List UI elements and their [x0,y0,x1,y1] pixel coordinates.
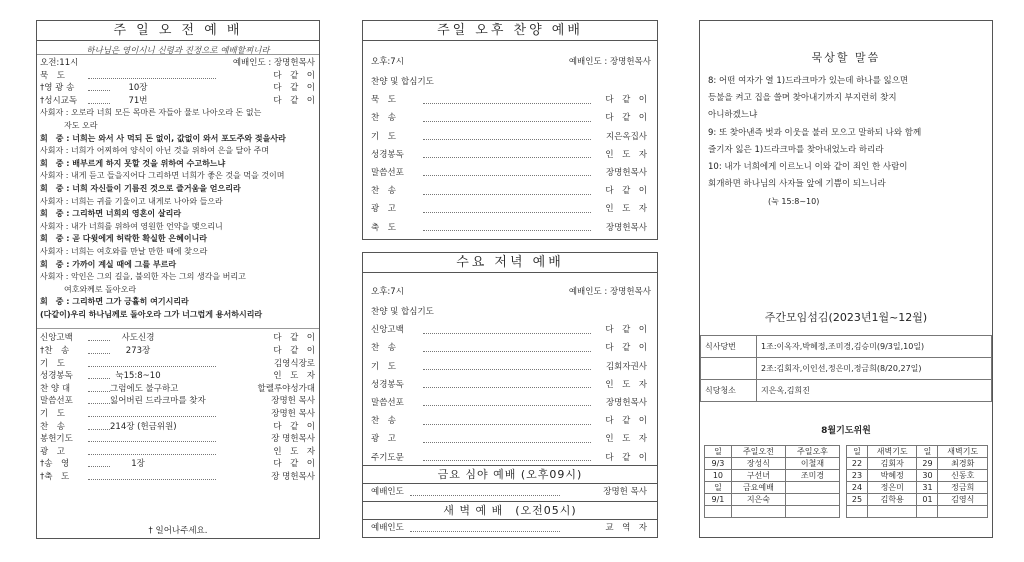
dawn-service [363,501,657,537]
order-row [363,109,657,127]
reading-line: 회 중 : 너희는 와서 사 먹되 돈 없이, 값없이 와서 포도주와 젖을사라 [40,133,286,143]
order-person: 다 같 이 [273,421,315,432]
prayer-cell [785,494,839,506]
order-row [37,95,319,108]
dotted-leader [423,132,591,140]
prayer-row [705,506,840,518]
prayer-header-cell: 주일오전 [731,446,785,458]
friday-leader-label: 예배인도 [371,487,404,497]
order-person: 다 같 이 [605,186,647,197]
service-leader: 예배인도 : 장명헌목사 [568,57,651,67]
dotted-leader [423,417,591,425]
order-person: 인 도 자 [605,434,647,445]
dawn-title: 새 벽 예 배 (오전05시) [363,502,657,520]
prayer-row [705,458,840,470]
duty-label: 식사당번 [701,336,757,358]
prayer-cell: 지은숙 [731,494,785,506]
duty-row [701,380,992,402]
order-row [363,164,657,182]
reading-line: 회 중 : 가까이 계실 때에 그를 부르라 [40,259,177,269]
order-person: 인 도 자 [273,371,315,382]
order-person: 다 같 이 [273,95,315,106]
order-row [363,146,657,164]
dotted-leader [423,398,591,406]
reading-line: 사회자 : 너희는 귀를 기울이고 내게로 나아와 들으라 [40,196,223,206]
service-time: 오후:7시 [371,287,404,297]
prayer-cell: 김영식 [938,494,988,506]
order-person: 장 명헌목사 [271,434,315,445]
order-row [363,219,657,237]
prayer-header-cell: 주일오후 [785,446,839,458]
order-label: †성시교독 [40,95,78,106]
duty-members: 지은옥,김희진 [757,380,992,402]
order-label: †축 도 [40,472,70,482]
prayer-cell: 9/3 [705,458,732,470]
meditation-panel [699,20,993,538]
order-label: †영 광 송 [40,83,75,94]
verse-line: 10: 내가 너희에게 이르노니 이와 같이 죄인 한 사람이 [708,162,908,173]
prayer-cell-empty [938,506,988,518]
prayer-cell: 25 [847,494,868,506]
reading-line: 사회자 : 너희는 여호와를 만날 만한 때에 찾으라 [40,246,208,256]
verse-line: 즐기자 잃은 1)드라크마를 찾아내었노라 하리라 [708,144,884,155]
order-person: 다 같 이 [273,70,315,81]
prayer-cell: 정금희 [938,482,988,494]
friday-title: 금요 심야 예배 (오후09시) [363,466,657,484]
verse-line: 회개하면 하나님의 사자들 앞에 기쁨이 되느니라 [708,179,886,190]
order-person: 김회자권사 [605,361,647,372]
order-label: 성경봉독 [40,371,73,382]
order-row [363,394,657,412]
verse-reference: (눅 15:8~10) [768,197,820,207]
reading-line: 회 중 : 그리하면 그가 긍휼히 여기시리라 [40,297,189,307]
order-person: 다 같 이 [605,416,647,427]
order-row [363,430,657,448]
order-label: †찬 송 [40,346,70,357]
dotted-leader [410,524,560,532]
reading-line: 회 중 : 너희 자신들이 기름진 것으로 즐거움을 얻으리라 [40,183,241,193]
dotted-leader [410,488,560,496]
dotted-leader [423,362,591,370]
order-label: 찬 송 [40,421,65,432]
order-item: 그럼에도 불구하고 [110,383,179,394]
service-duty-table [700,335,992,402]
order-row [363,321,657,339]
responsive-reading [37,107,319,321]
duty-members: 1조:이옥자,박혜정,조미경,김승미(9/3일,10일) [757,336,992,358]
dotted-leader [88,347,110,354]
order-label: 기 도 [40,409,65,420]
order-row [37,446,319,459]
dotted-leader [423,150,591,158]
order-person: 다 같 이 [605,343,647,354]
dotted-leader [423,344,591,352]
dotted-leader [88,460,110,467]
dotted-leader [88,97,110,104]
prayer-cell: 일 [705,482,732,494]
time-leader-row [363,41,657,73]
order-person: 인 도 자 [605,204,647,215]
order-person: 김영식장로 [273,358,315,369]
order-row [363,73,657,91]
order-person: 다 같 이 [273,83,315,94]
order-row [363,303,657,321]
sunday-afternoon-panel [362,20,658,240]
prayer-row [847,458,988,470]
order-person: 장명헌목사 [605,397,647,408]
prayer-cell: 이철재 [785,458,839,470]
prayer-table-left [704,445,840,518]
dotted-leader [423,96,591,104]
order-row [37,358,319,371]
order-label: 축 도 [371,222,396,233]
prayer-cell: 장성식 [731,458,785,470]
order-person: 다 같 이 [605,452,647,463]
order-row [37,70,319,83]
order-person: 장명헌목사 [605,222,647,233]
dotted-leader [88,385,110,392]
order-list [363,73,657,237]
divider [37,321,319,329]
verse-line: 8: 어떤 여자가 열 1)드라크마가 있는데 하나를 잃으면 [708,76,909,86]
order-row [363,412,657,430]
dotted-leader [88,84,110,91]
reading-line: 사회자 : 오로라 너희 모든 목마른 자들아 물로 나아오라 돈 없는 [40,108,262,118]
panel-subtitle: 하나님은 영이시니 신령과 진정으로 예배할찌니라 [37,41,319,55]
prayer-row [847,494,988,506]
prayer-row [847,506,988,518]
order-item: 눅15:8~10 [115,371,161,382]
order-row [363,449,657,467]
order-item: 10장 [128,83,148,94]
prayer-cell-empty [705,506,732,518]
friday-service [363,465,657,501]
order-row [37,82,319,95]
order-label: 기 도 [371,131,396,142]
time-leader-row [37,57,319,70]
prayer-row [847,470,988,482]
prayer-cell: 금요예배 [731,482,785,494]
order-list-top [37,70,319,108]
order-label: †송 영 [40,459,70,470]
prayer-header-row [705,446,840,458]
dotted-leader [88,372,110,379]
order-row [37,383,319,396]
order-item: 잃어버린 드라크마를 찾자 [110,396,206,407]
wednesday-evening-panel [362,252,658,538]
order-label: 말씀선포 [40,396,73,407]
order-label: 찬양 및 합심기도 [371,77,434,87]
panel-title: 주일 오후 찬양 예배 [363,21,657,41]
order-person: 장 명헌목사 [271,472,315,482]
reading-line: 사회자 : 내가 너희를 위하여 영원한 언약을 맺으리니 [40,221,223,231]
prayer-header-cell: 일 [847,446,868,458]
order-item: 사도신경 [121,333,155,344]
order-person: 인 도 자 [605,149,647,160]
dotted-leader [423,435,591,443]
reading-line: 사회자 : 내게 듣고 들을지어다 그리하면 너희가 좋은 것을 먹을 것이며 [40,171,285,181]
prayer-cell-empty [731,506,785,518]
reading-line: 회 중 : 그리하면 너희의 영혼이 살리라 [40,209,182,219]
order-person: 다 같 이 [273,346,315,357]
sunday-morning-panel [36,20,320,539]
duty-label: 식당청소 [701,380,757,402]
prayer-committee-title: 8월기도위원 [821,426,871,436]
order-label: 찬양 및 합심기도 [371,307,434,317]
order-row [363,376,657,394]
dotted-leader [423,205,591,213]
friday-leader: 장명헌 목사 [603,487,647,497]
order-person: 지은옥집사 [605,131,647,142]
order-list [363,303,657,467]
order-person: 장명헌 목사 [271,396,315,407]
dawn-leader: 교 역 자 [605,523,647,533]
order-row [37,332,319,345]
order-label: 광 고 [371,434,396,445]
dotted-leader [423,114,591,122]
reading-line: 회 중 : 배부르게 하지 못할 것을 위하여 수고하느냐 [40,158,226,168]
order-person: 장명헌 목사 [271,409,315,420]
order-label: 묵 도 [371,95,396,106]
prayer-cell: 조미경 [785,470,839,482]
order-row [363,182,657,200]
order-row [37,370,319,383]
order-person: 다 같 이 [273,333,315,344]
prayer-cell: 22 [847,458,868,470]
dotted-leader [88,448,216,455]
order-label: 봉헌기도 [40,434,73,445]
verse-line: 9: 또 찾아낸즉 벗과 이웃을 불러 모으고 말하되 나와 함께 [708,127,922,138]
order-label: 말씀선포 [371,167,404,178]
dotted-leader [423,187,591,195]
order-row [37,458,319,471]
order-person: 다 같 이 [605,113,647,124]
dotted-leader [88,360,216,367]
reading-line: 사회자 : 악인은 그의 길을, 불의한 자는 그의 생각을 버리고 [40,272,246,282]
service-time: 오전:11시 [40,58,79,68]
order-row [363,358,657,376]
prayer-table-right [846,445,988,518]
panel-title: 수요 저녁 예배 [363,253,657,273]
dotted-leader [88,473,216,480]
service-leader: 예배인도 : 장명헌목사 [568,287,651,297]
prayer-header-cell: 일 [917,446,938,458]
dotted-leader [88,410,216,417]
prayer-cell: 김회자 [867,458,917,470]
panel-title: 주 일 오 전 예 배 [37,21,319,41]
dotted-leader [423,380,591,388]
prayer-cell: 신동호 [938,470,988,482]
order-label: 광 고 [40,446,65,457]
prayer-row [705,482,840,494]
service-time: 오후:7시 [371,57,404,67]
order-label: 성경봉독 [371,379,404,390]
order-row [37,471,319,484]
order-person: 다 같 이 [273,459,315,470]
duty-row [701,358,992,380]
verse-line: 아니하겠느냐 [708,110,758,121]
order-row [363,91,657,109]
prayer-cell: 24 [847,482,868,494]
prayer-header-row [847,446,988,458]
order-label: 광 고 [371,204,396,215]
order-row [37,408,319,421]
prayer-header-cell: 일 [705,446,732,458]
dotted-leader [423,326,591,334]
order-person: 인 도 자 [273,446,315,457]
prayer-row [847,482,988,494]
prayer-cell: 01 [917,494,938,506]
order-row [363,339,657,357]
prayer-cell-empty [847,506,868,518]
order-row [37,433,319,446]
order-label: 기 도 [371,361,396,372]
order-item: 214장 (헌금위원) [110,421,177,432]
prayer-header-cell: 새벽기도 [938,446,988,458]
order-item: 71번 [128,95,148,106]
order-person: 다 같 이 [605,95,647,106]
order-label: 찬 양 대 [40,383,71,394]
prayer-cell: 23 [847,470,868,482]
dotted-leader [88,423,110,430]
order-item: 273장 [125,346,151,357]
order-person: 인 도 자 [605,379,647,390]
duty-members: 2조:김회자,이인선,정은미,정금희(8/20,27일) [757,358,992,380]
prayer-cell: 10 [705,470,732,482]
dotted-leader [423,453,591,461]
reading-line: 여호와께로 돌아오라 [40,284,137,294]
weekly-service-title: 주간모임섬김(2023년1월~12월) [764,311,928,324]
prayer-cell-empty [867,506,917,518]
order-label: 묵 도 [40,70,65,81]
prayer-header-cell: 새벽기도 [867,446,917,458]
order-label: 신앙고백 [40,333,73,344]
order-row [37,345,319,358]
order-row [37,421,319,434]
prayer-cell: 정은미 [867,482,917,494]
prayer-cell: 박혜정 [867,470,917,482]
prayer-cell: 9/1 [705,494,732,506]
order-person: 할렐루야성가대 [257,383,315,394]
reading-line: 회 중 : 곧 다윗에게 허락한 확실한 은혜이니라 [40,234,208,244]
dotted-leader [423,223,591,231]
meditation-title: 묵상할 말씀 [811,51,881,64]
order-row [363,128,657,146]
reading-line: 사회자 : 너희가 어찌하여 양식이 아닌 것을 위하여 은을 달아 주며 [40,146,270,156]
order-label: 신앙고백 [371,325,404,336]
reading-line: 자도 오라 [40,120,98,130]
prayer-cell: 구선녀 [731,470,785,482]
prayer-cell: 30 [917,470,938,482]
verse-block [700,65,992,211]
prayer-cell: 김학용 [867,494,917,506]
order-label: 찬 송 [371,113,396,124]
prayer-row [705,494,840,506]
order-label: 주기도문 [371,452,404,463]
prayer-cell-empty [917,506,938,518]
dawn-leader-row [363,520,657,537]
prayer-cell-empty [785,506,839,518]
friday-leader-row [363,484,657,501]
prayer-row [705,470,840,482]
order-item: 1장 [131,459,145,470]
prayer-cell: 최경화 [938,458,988,470]
service-leader: 예배인도 : 장명헌목사 [232,58,315,68]
order-label: 찬 송 [371,343,396,354]
dotted-leader [88,334,110,341]
order-row [363,200,657,218]
duty-label [701,358,757,380]
stand-note: † 일어나주세요. [148,526,208,536]
duty-row [701,336,992,358]
dotted-leader [423,168,591,176]
order-label: 찬 송 [371,186,396,197]
order-list-bottom [37,332,319,483]
order-label: 성경봉독 [371,149,404,160]
order-label: 말씀선포 [371,397,404,408]
order-row [37,395,319,408]
dawn-leader-label: 예배인도 [371,523,404,533]
order-label: 기 도 [40,358,65,369]
order-person: 장명헌목사 [605,167,647,178]
time-leader-row [363,273,657,303]
prayer-cell [785,482,839,494]
order-person: 다 같 이 [605,325,647,336]
prayer-cell: 29 [917,458,938,470]
dotted-leader [88,435,216,442]
reading-line: (다같이)우리 하나님께로 돌아오라 그가 너그럽게 용서하시리라 [40,309,263,319]
dotted-leader [88,72,216,79]
prayer-cell: 31 [917,482,938,494]
dotted-leader [88,397,110,404]
verse-line: 등불을 켜고 집을 쓸며 찾아내기까지 부지런히 찾지 [708,93,897,104]
order-label: 찬 송 [371,416,396,427]
